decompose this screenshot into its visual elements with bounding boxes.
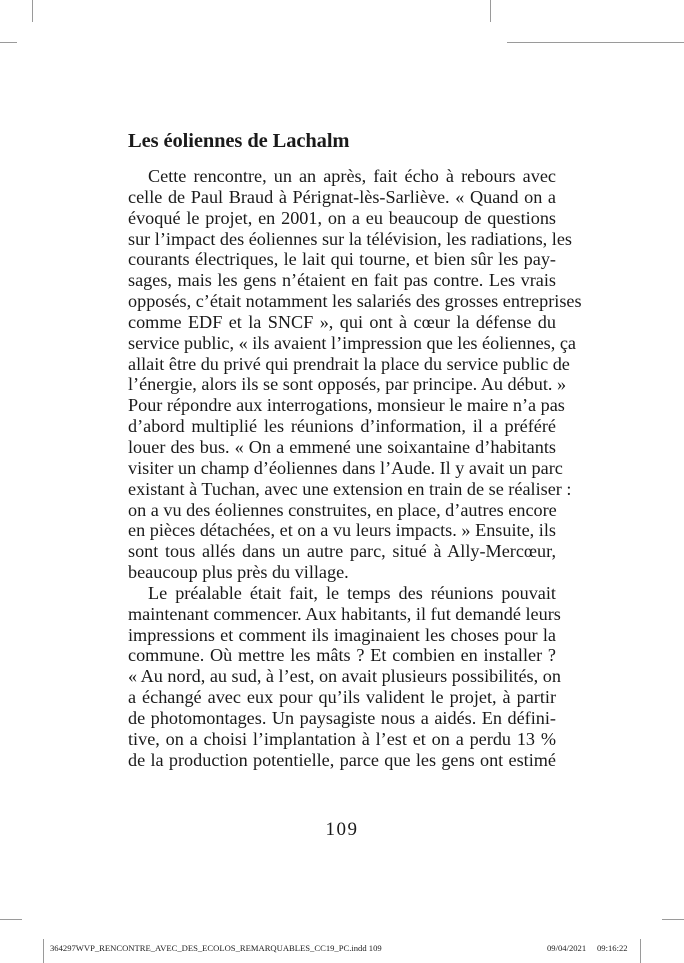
text-line: comme EDF et la SNCF », qui ont à cœur la défense du [128, 311, 556, 332]
text-line: service public, « ils avaient l’impression que les éoliennes, ça [128, 332, 576, 353]
crop-mark-bottom-left-vertical [43, 939, 44, 963]
text-line: impressions et comment ils imaginaient les choses pour la [128, 624, 556, 645]
text-line: visiter un champ d’éoliennes dans l’Aude. Il y avait un parc [128, 457, 563, 478]
page-body [128, 126, 582, 770]
text-line: tive, on a choisi l’implantation à l’est et on a perdu 13 % [128, 728, 556, 749]
crop-mark-top-right-vertical [490, 0, 491, 22]
crop-mark-bottom-right-vertical [640, 939, 641, 963]
text-line: évoqué le projet, en 2001, on a eu beaucoup de questions [128, 207, 556, 228]
text-line: sages, mais les gens n’étaient en fait pas contre. Les vrais [128, 270, 556, 291]
crop-mark-top-left-horizontal [0, 42, 17, 43]
text-line: « Au nord, au sud, à l’est, on avait plusieurs possibilités, on [128, 666, 561, 687]
text-line: louer des bus. « On a emmené une soixantaine d’habitants [128, 436, 556, 457]
section-title: Les éoliennes de Lachalm [128, 130, 350, 152]
text-line: allait être du privé qui prendrait la place du service public de [128, 353, 570, 374]
text-line: de photomontages. Un paysagiste nous a aidés. En défini- [128, 707, 556, 728]
text-line: maintenant commencer. Aux habitants, il fut demandé leurs [128, 603, 561, 624]
text-line: celle de Paul Braud à Pérignat-lès-Sarliève. « Quand on a [128, 186, 556, 207]
text-line: beaucoup plus près du village. [128, 562, 349, 583]
text-line: Pour répondre aux interrogations, monsieur le maire n’a pas [128, 395, 565, 416]
text-line: d’abord multiplié les réunions d’information, il a préféré [128, 416, 556, 437]
text-line: existant à Tuchan, avec une extension en train de se réaliser : [128, 478, 572, 499]
text-line: on a vu des éoliennes construites, en place, d’autres encore [128, 499, 557, 520]
paragraph-1 [128, 166, 582, 583]
crop-mark-top-right-horizontal [507, 42, 684, 43]
text-line: en pièces détachées, et on a vu leurs impacts. » Ensuite, ils [128, 520, 556, 541]
print-slug-filename: 364297WVP_RENCONTRE_AVEC_DES_ECOLOS_REMARQUABLES_CC19_PC.indd 109 [50, 943, 382, 953]
crop-mark-top-left-vertical [32, 0, 33, 22]
text-line: Le préalable était fait, le temps des réunions pouvait [148, 582, 556, 603]
crop-mark-bottom-right-horizontal [662, 919, 684, 920]
text-line: commune. Où mettre les mâts ? Et combien en installer ? [128, 645, 556, 666]
text-line: l’énergie, alors ils se sont opposés, par principe. Au début. » [128, 374, 567, 395]
text-line: sont tous allés dans un autre parc, situé à Ally-Mercœur, [128, 541, 556, 562]
text-line: courants électriques, le lait qui tourne, et bien sûr les pay- [128, 249, 556, 270]
print-slug-date: 09/04/2021 [547, 943, 587, 953]
text-line: opposés, c’était notamment les salariés des grosses entreprises [128, 291, 582, 312]
crop-mark-bottom-left-horizontal [0, 919, 22, 920]
print-slug-time: 09:16:22 [597, 943, 628, 953]
text-line: de la production potentielle, parce que les gens ont estimé [128, 749, 556, 770]
text-line: Cette rencontre, un an après, fait écho à rebours avec [148, 166, 556, 186]
paragraph-2 [128, 582, 561, 771]
page-number: 109 [325, 819, 359, 840]
text-line: a échangé avec eux pour qu’ils valident le projet, à partir [128, 687, 556, 708]
text-line: sur l’impact des éoliennes sur la télévision, les radiations, les [128, 228, 572, 249]
